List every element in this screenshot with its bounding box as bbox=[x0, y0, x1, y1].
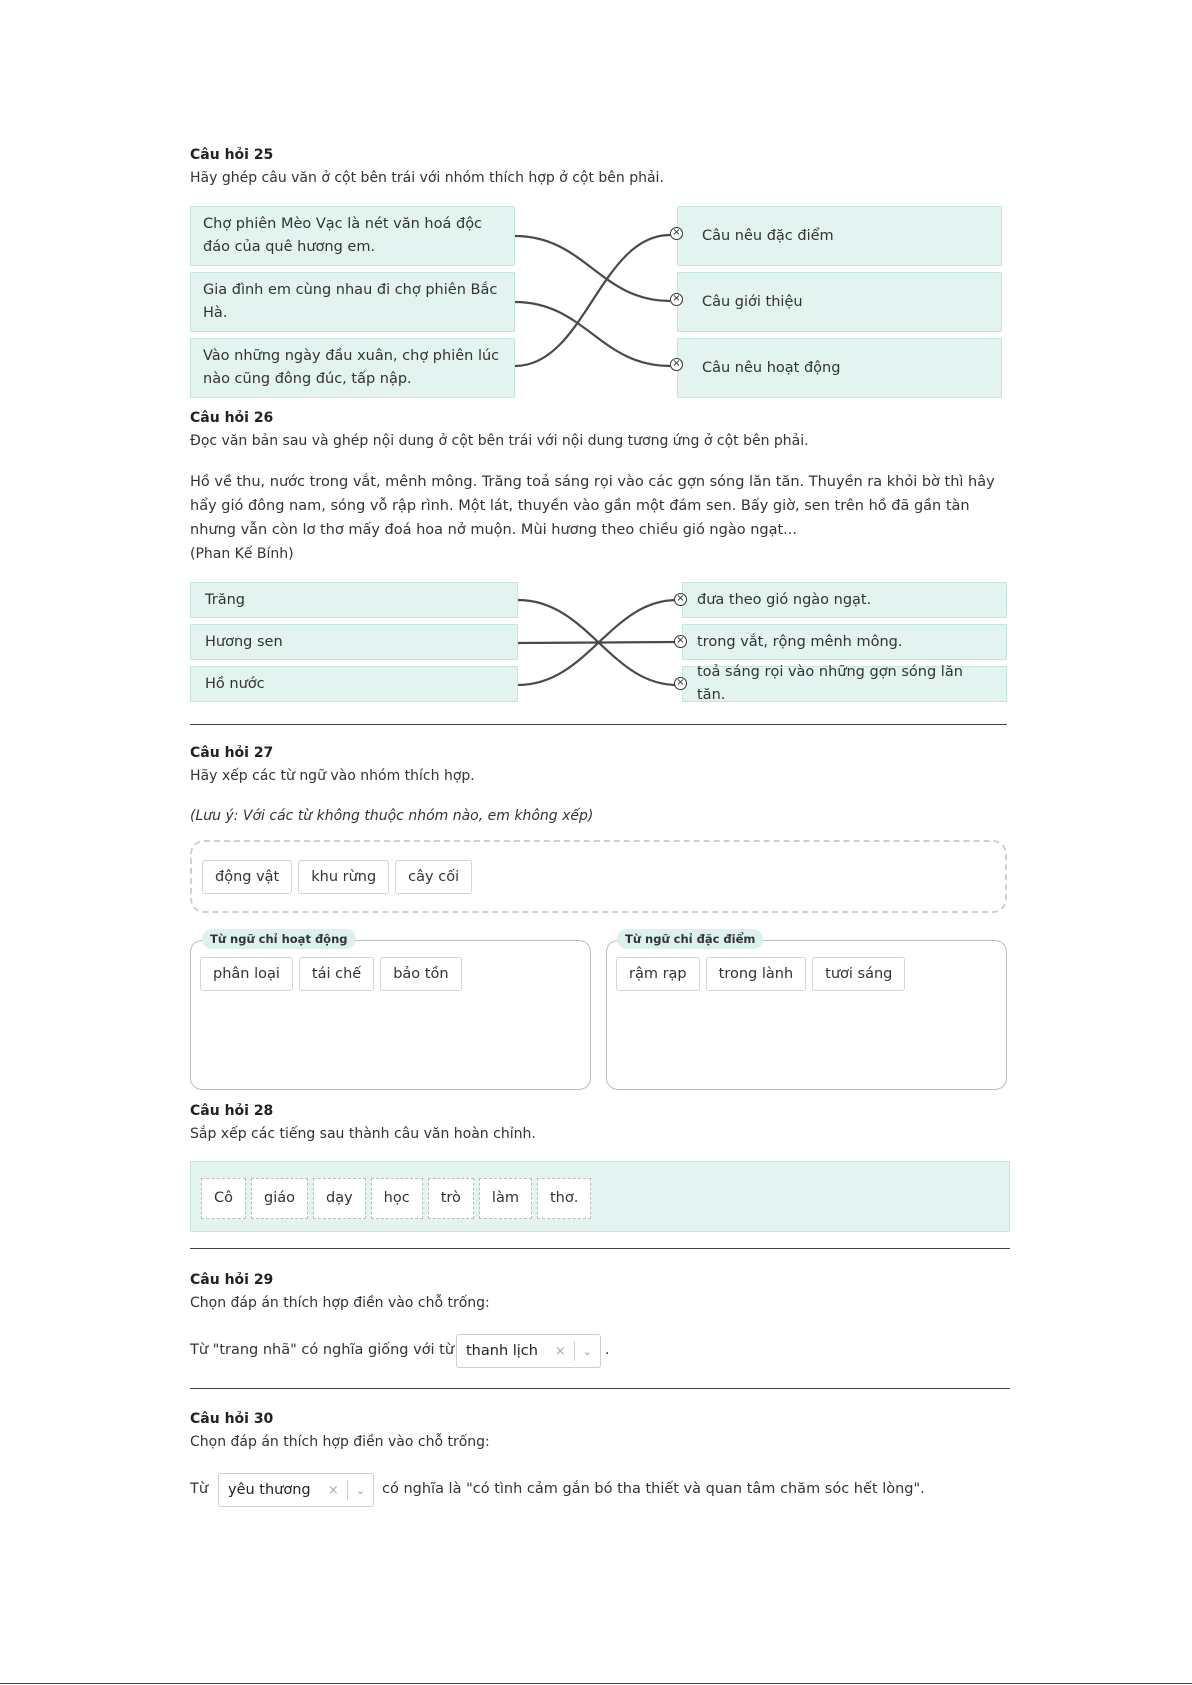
q27-group2-chip[interactable]: trong lành bbox=[706, 957, 807, 991]
q29-answer-select[interactable] bbox=[456, 1334, 601, 1368]
q27-group-activity[interactable] bbox=[190, 940, 591, 1090]
q27-group-trait-label: Từ ngữ chỉ đặc điểm bbox=[617, 929, 763, 949]
q25-line-1 bbox=[515, 236, 670, 301]
q27-title: Câu hỏi 27 bbox=[190, 745, 274, 761]
q28-word-tile[interactable]: thơ. bbox=[537, 1178, 591, 1219]
q25-line-2 bbox=[515, 302, 670, 366]
clear-icon[interactable]: × bbox=[327, 1482, 339, 1498]
q27-group2-chip[interactable]: tươi sáng bbox=[812, 957, 905, 991]
q26-left-item-2[interactable]: Hương sen bbox=[190, 624, 518, 660]
q28-answer-area[interactable] bbox=[190, 1161, 1010, 1232]
q26-remove-icon-1[interactable]: × bbox=[674, 593, 687, 606]
q25-remove-icon-1[interactable]: × bbox=[670, 227, 683, 240]
q28-title: Câu hỏi 28 bbox=[190, 1103, 274, 1119]
q29-sentence-after: . bbox=[605, 1342, 610, 1358]
divider bbox=[190, 1388, 1010, 1389]
q27-group2-chip[interactable]: rậm rạp bbox=[616, 957, 700, 991]
q26-right-item-2[interactable]: trong vắt, rộng mênh mông. bbox=[682, 624, 1007, 660]
chevron-down-icon[interactable]: ⌄ bbox=[355, 1483, 365, 1497]
q26-passage: Hồ về thu, nước trong vắt, mênh mông. Trăng toả sáng rọi vào các gợn sóng lăn tăn. Thuyền ra khỏi bờ thì hây hẩy gió đông nam, sóng vỗ rập rình. Một lát, thuyền vào gần một đám sen. Bấy giờ, sen trên hồ đã gần tàn nhưng vẫn còn lơ thơ mấy đoá hoa nở muộn. Mùi hương theo chiều gió ngào ngạt... bbox=[190, 474, 995, 538]
q27-note: (Lưu ý: Với các từ không thuộc nhóm nào, em không xếp) bbox=[190, 808, 594, 824]
q26-line-3 bbox=[518, 600, 677, 685]
q29-title: Câu hỏi 29 bbox=[190, 1272, 274, 1288]
q27-group1-chip[interactable]: phân loại bbox=[200, 957, 293, 991]
q26-remove-icon-3[interactable]: × bbox=[674, 677, 687, 690]
q26-left-item-3[interactable]: Hồ nước bbox=[190, 666, 518, 702]
divider bbox=[190, 724, 1007, 725]
q28-word-tile[interactable]: Cô bbox=[201, 1178, 246, 1219]
page-bottom-line bbox=[0, 1683, 1192, 1684]
q29-selected-value: thanh lịch bbox=[466, 1343, 538, 1359]
q30-selected-value: yêu thương bbox=[228, 1482, 311, 1498]
q25-prompt: Hãy ghép câu văn ở cột bên trái với nhóm thích hợp ở cột bên phải. bbox=[190, 170, 664, 186]
q27-group-activity-label: Từ ngữ chỉ hoạt động bbox=[202, 929, 356, 949]
q30-sentence-after: có nghĩa là "có tình cảm gắn bó tha thiết và quan tâm chăm sóc hết lòng". bbox=[382, 1481, 925, 1497]
q27-pool-chip[interactable]: động vật bbox=[202, 860, 292, 894]
q26-remove-icon-2[interactable]: × bbox=[674, 635, 687, 648]
chevron-down-icon[interactable]: ⌄ bbox=[582, 1344, 592, 1358]
clear-icon[interactable]: × bbox=[554, 1343, 566, 1359]
q26-line-1 bbox=[518, 600, 677, 685]
q28-word-tile[interactable]: làm bbox=[479, 1178, 532, 1219]
q25-remove-icon-3[interactable]: × bbox=[670, 358, 683, 371]
q27-pool-chip[interactable]: khu rừng bbox=[298, 860, 389, 894]
q28-word-tile[interactable]: giáo bbox=[251, 1178, 308, 1219]
q30-title: Câu hỏi 30 bbox=[190, 1411, 274, 1427]
q25-right-item-3[interactable]: Câu nêu hoạt động bbox=[677, 338, 1002, 398]
q27-prompt: Hãy xếp các từ ngữ vào nhóm thích hợp. bbox=[190, 768, 475, 784]
q30-answer-select[interactable] bbox=[218, 1473, 374, 1507]
q27-group-trait[interactable] bbox=[606, 940, 1007, 1090]
q30-sentence-before: Từ bbox=[190, 1481, 209, 1497]
divider bbox=[190, 1248, 1010, 1249]
q26-left-item-1[interactable]: Trăng bbox=[190, 582, 518, 618]
q25-left-item-3[interactable]: Vào những ngày đầu xuân, chợ phiên lúc nào cũng đông đúc, tấp nập. bbox=[190, 338, 515, 398]
q30-prompt: Chọn đáp án thích hợp điền vào chỗ trống: bbox=[190, 1434, 490, 1450]
q27-group1-chip[interactable]: tái chế bbox=[299, 957, 374, 991]
q26-prompt: Đọc văn bản sau và ghép nội dung ở cột bên trái với nội dung tương ứng ở cột bên phải. bbox=[190, 433, 809, 449]
q27-word-pool[interactable] bbox=[190, 840, 1007, 913]
q28-word-tile[interactable]: trò bbox=[428, 1178, 474, 1219]
q27-pool-chip[interactable]: cây cối bbox=[395, 860, 472, 894]
q26-right-item-3[interactable]: toả sáng rọi vào những gợn sóng lăn tăn. bbox=[682, 666, 1007, 702]
q25-left-item-2[interactable]: Gia đình em cùng nhau đi chợ phiên Bắc Hà. bbox=[190, 272, 515, 332]
q27-group1-chip[interactable]: bảo tồn bbox=[380, 957, 461, 991]
q26-right-item-1[interactable]: đưa theo gió ngào ngạt. bbox=[682, 582, 1007, 618]
q25-right-item-2[interactable]: Câu giới thiệu bbox=[677, 272, 1002, 332]
q25-right-item-1[interactable]: Câu nêu đặc điểm bbox=[677, 206, 1002, 266]
q29-sentence-before: Từ "trang nhã" có nghĩa giống với từ bbox=[190, 1342, 455, 1358]
q25-left-item-1[interactable]: Chợ phiên Mèo Vạc là nét văn hoá độc đáo của quê hương em. bbox=[190, 206, 515, 266]
q25-line-3 bbox=[515, 235, 670, 366]
q28-word-tile[interactable]: học bbox=[371, 1178, 423, 1219]
q25-title: Câu hỏi 25 bbox=[190, 147, 274, 163]
q26-title: Câu hỏi 26 bbox=[190, 410, 274, 426]
q28-word-tile[interactable]: dạy bbox=[313, 1178, 366, 1219]
q28-prompt: Sắp xếp các tiếng sau thành câu văn hoàn chỉnh. bbox=[190, 1126, 536, 1142]
q26-line-2 bbox=[518, 642, 677, 643]
q26-source: (Phan Kế Bính) bbox=[190, 546, 294, 562]
q25-remove-icon-2[interactable]: × bbox=[670, 293, 683, 306]
q29-prompt: Chọn đáp án thích hợp điền vào chỗ trống: bbox=[190, 1295, 490, 1311]
